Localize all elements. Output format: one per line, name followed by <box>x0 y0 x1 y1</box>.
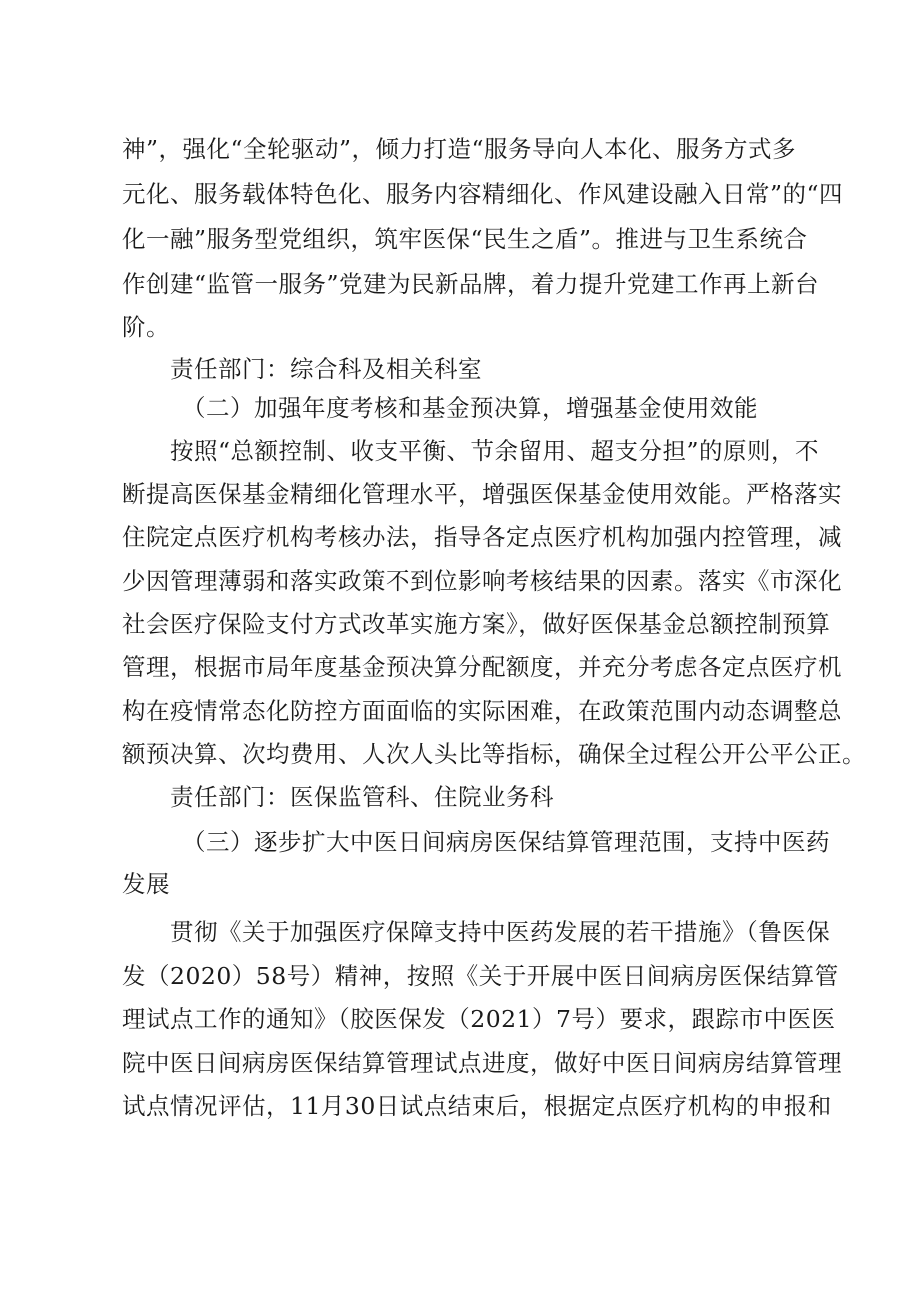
paragraph-line: 化一融”服务型党组织，筑牢医保“民生之盾”。推进与卫生系统合 <box>122 225 808 253</box>
paragraph-line: 管理，根据市局年度基金预决算分配额度，并充分考虑各定点医疗机 <box>122 653 842 681</box>
paragraph-line: 断提高医保基金精细化管理水平，增强医保基金使用效能。严格落实 <box>122 480 842 508</box>
responsible-department: 责任部门：综合科及相关科室 <box>170 355 482 383</box>
paragraph-line: 发（2020）58号）精神，按照《关于开展中医日间病房医保结算管 <box>122 962 839 990</box>
paragraph-line: 额预决算、次均费用、人次人头比等指标，确保全过程公开公平公正。 <box>122 740 866 768</box>
paragraph-line: 少因管理薄弱和落实政策不到位影响考核结果的因素。落实《市深化 <box>122 567 842 595</box>
paragraph-line: 试点情况评估，11月30日试点结束后，根据定点医疗机构的申报和 <box>122 1092 832 1120</box>
paragraph-line: 元化、服务载体特色化、服务内容精细化、作风建设融入日常”的“四 <box>122 180 844 208</box>
paragraph-line: 作创建“监管一服务”党建为民新品牌，着力提升党建工作再上新台 <box>122 270 820 298</box>
paragraph-line: 贯彻《关于加强医疗保障支持中医药发展的若干措施》（鲁医保 <box>170 918 831 946</box>
paragraph-line: 住院定点医疗机构考核办法，指导各定点医疗机构加强内控管理，减 <box>122 523 842 551</box>
paragraph-line: 阶。 <box>122 313 170 341</box>
paragraph-line: 理试点工作的通知》（胶医保发（2021）7号）要求，跟踪市中医医 <box>122 1005 836 1033</box>
paragraph-line: 社会医疗保险支付方式改革实施方案》，做好医保基金总额控制预算 <box>122 610 831 638</box>
paragraph-line: 神”，强化“全轮驱动”，倾力打造“服务导向人本化、服务方式多 <box>122 135 797 163</box>
responsible-department: 责任部门：医保监管科、住院业务科 <box>170 783 554 811</box>
section-heading: （三）逐步扩大中医日间病房医保结算管理范围，支持中医药 <box>182 828 830 856</box>
paragraph-line: 构在疫情常态化防控方面面临的实际困难，在政策范围内动态调整总 <box>122 697 842 725</box>
paragraph-line: 院中医日间病房医保结算管理试点进度，做好中医日间病房结算管理 <box>122 1049 842 1077</box>
section-heading: （二）加强年度考核和基金预决算，增强基金使用效能 <box>182 394 758 422</box>
section-heading-continuation: 发展 <box>122 870 170 898</box>
paragraph-line: 按照“总额控制、收支平衡、节余留用、超支分担”的原则，不 <box>170 437 820 465</box>
